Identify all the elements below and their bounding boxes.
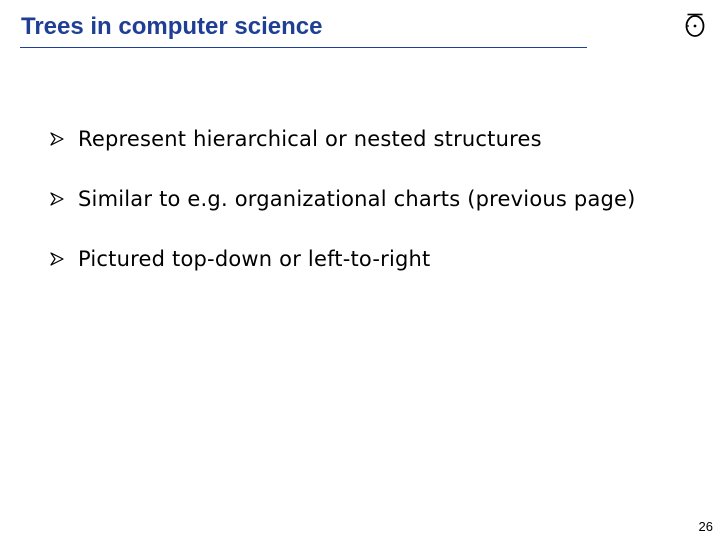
- arrow-bullet-icon: [50, 192, 64, 206]
- arrow-bullet-icon: [50, 252, 64, 266]
- title-underline: [20, 47, 587, 48]
- eiffel-logo-icon: [683, 12, 707, 38]
- bullet-text: Represent hierarchical or nested structures: [78, 127, 542, 151]
- arrow-bullet-icon: [50, 132, 64, 146]
- bullet-text: Pictured top-down or left-to-right: [78, 247, 431, 271]
- slide-title: Trees in computer science: [21, 13, 323, 40]
- page-number: 26: [698, 519, 713, 534]
- bullet-text: Similar to e.g. organizational charts (previous page): [78, 187, 636, 211]
